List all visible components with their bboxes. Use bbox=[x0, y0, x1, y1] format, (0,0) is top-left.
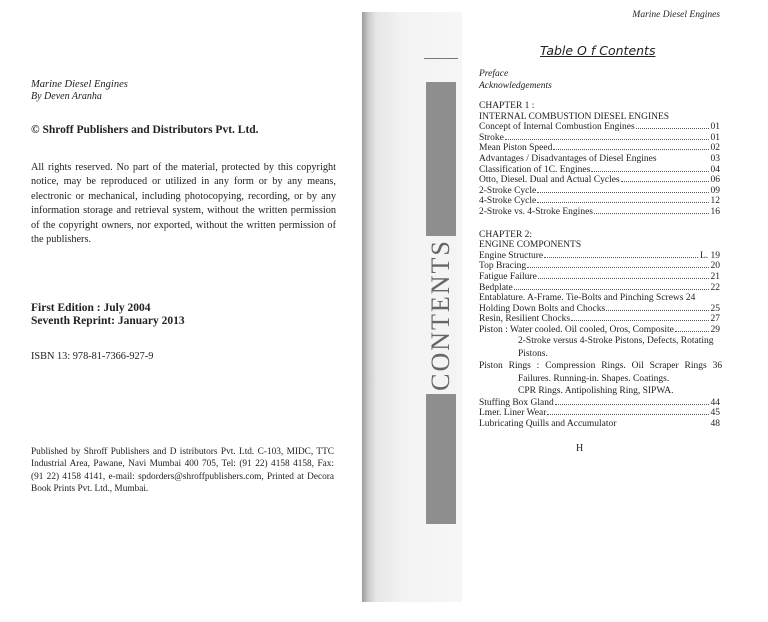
toc-entry: Piston : Water cooled. Oil cooled, Oros, Composite 29 bbox=[479, 324, 720, 335]
right-page bbox=[462, 0, 768, 622]
toc-entry: Stuffing Box Gland 44 bbox=[479, 397, 720, 408]
chapter-1-name: INTERNAL COMBUSTION DIESEL ENGINES bbox=[479, 111, 670, 122]
book-title: Marine Diesel Engines bbox=[31, 79, 128, 90]
toc-subentry: 2-Stroke versus 4-Stroke Pistons, Defects, Rotating bbox=[518, 336, 714, 347]
page-marker: H bbox=[576, 443, 584, 454]
book-spine bbox=[362, 12, 462, 602]
toc-entry: Top Bracing 20 bbox=[479, 261, 720, 272]
spine-bar-bottom bbox=[426, 394, 456, 524]
toc-entry: Stroke 01 bbox=[479, 132, 720, 143]
rights-paragraph: All rights reserved. No part of the material, protected by this copyright notice, may be reproduced or utilized in any form or by any means, electronic or mechanical, including photocopying, recording, or by any information storage and retrieval system, without the written permission of the copyright owners, nor exported, without the written permission of the publishers. bbox=[31, 162, 336, 246]
toc-entry: Holding Down Bolts and Chocks 25 bbox=[479, 303, 720, 314]
spine-bar-top bbox=[426, 82, 456, 236]
reprint-line: Seventh Reprint: January 2013 bbox=[31, 315, 185, 327]
left-page bbox=[0, 0, 362, 622]
toc-subentry: Failures. Running-in. Shapes. Coatings. bbox=[518, 373, 670, 384]
isbn-line: ISBN 13: 978-81-7366-927-9 bbox=[31, 351, 154, 362]
toc-entry: Engine Structure L. 19 bbox=[479, 250, 720, 261]
toc-entry: Classification of 1C. Engines 04 bbox=[479, 164, 720, 175]
spine-word-box bbox=[426, 236, 456, 394]
toc-entry: Fatigue Failure 21 bbox=[479, 271, 720, 282]
copyright-notice: © Shroff Publishers and Distributors Pvt. Ltd. bbox=[31, 124, 259, 136]
spine-rule bbox=[424, 58, 458, 59]
publisher-paragraph: Published by Shroff Publishers and D istributors Pvt. Ltd. C-103, MIDC, TTC Industrial Area, Pawane, Navi Mumbai 400 705, Tel: (91 22) 4158 4158, Fax: (91 22) 4158 4141, e-mail: spdorders@shroffpublishers.com, Printed at Decora Book Prints Pvt. Ltd., Mumbai. bbox=[31, 447, 334, 494]
toc-entry: 4-Stroke Cycle 12 bbox=[479, 196, 720, 207]
toc-entry: 2-Stroke Cycle 09 bbox=[479, 185, 720, 196]
toc-entry: Advantages / Disadvantages of Diesel Engines 03 bbox=[479, 153, 720, 164]
toc-preface: Preface bbox=[479, 69, 509, 79]
toc-entry: 2-Stroke vs. 4-Stroke Engines 16 bbox=[479, 206, 720, 217]
toc-entry: Lmer. Liner Wear 45 bbox=[479, 408, 720, 419]
spine-word: CONTENTS bbox=[426, 239, 455, 391]
toc-entry: Concept of Internal Combustion Engines 01 bbox=[479, 122, 720, 133]
toc-subentry: CPR Rings. Antipolishing Ring, SIPWA. bbox=[518, 386, 674, 397]
edition-line: First Edition : July 2004 bbox=[31, 302, 151, 314]
toc-entry: Otto, Diesel. Dual and Actual Cycles 06 bbox=[479, 175, 720, 186]
toc-entry: Bedplate 22 bbox=[479, 282, 720, 293]
toc-subentry: Pistons. bbox=[518, 348, 548, 359]
toc-title: Table O f Contents bbox=[540, 43, 656, 58]
toc-entry: Resin, Resilient Chocks 27 bbox=[479, 314, 720, 325]
toc-body bbox=[479, 69, 723, 429]
chapter-2-label: CHAPTER 2: bbox=[479, 229, 533, 240]
toc-acknowledgements: Acknowledgements bbox=[479, 80, 552, 91]
toc-entry-rings: Piston Rings : Compression Rings. Oil Scraper Rings 36 bbox=[479, 361, 723, 372]
chapter-2-name: ENGINE COMPONENTS bbox=[479, 240, 582, 251]
author-line: By Deven Aranha bbox=[31, 91, 102, 102]
chapter-1-label: CHAPTER 1 : bbox=[479, 101, 535, 111]
toc-entry-entablature: Entablature. A-Frame. Tie-Bolts and Pinching Screws 24 bbox=[479, 293, 696, 304]
toc-entry: Mean Piston Speed 02 bbox=[479, 143, 720, 154]
toc-entry: Lubricating Quills and Accumulator 48 bbox=[479, 418, 720, 429]
running-head: Marine Diesel Engines bbox=[632, 10, 720, 20]
